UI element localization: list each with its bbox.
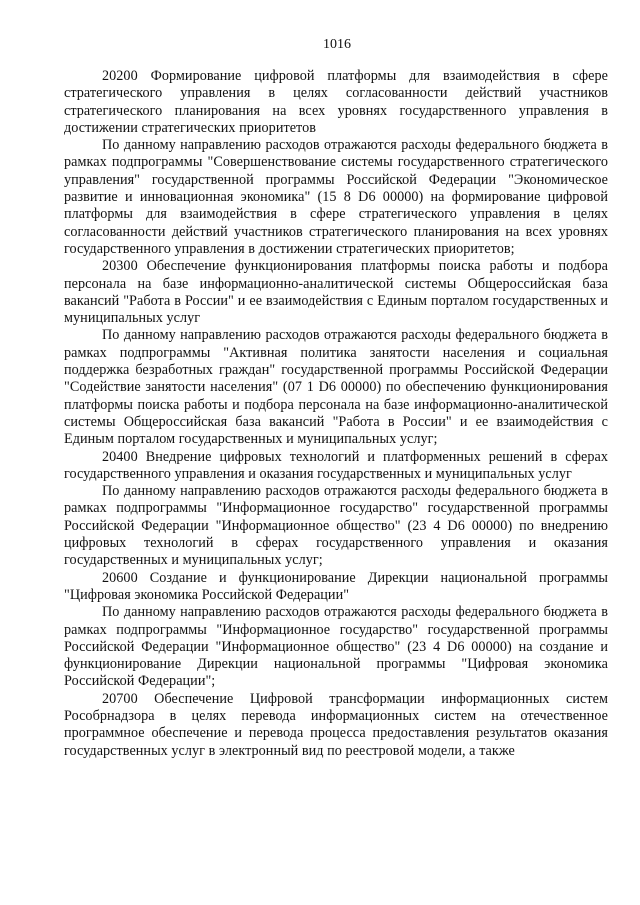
paragraph-20600-description: По данному направлению расходов отражаются расходы федерального бюджета в рамках подпрограммы "Информационное государство" государственной программы Российской Федерации "Информационное общество" (23 4 D6 00000) на создание и функционирование Дирекции национальной программы "Цифровая экономика Российской Федерации"; (64, 604, 608, 690)
paragraph-20200-description: По данному направлению расходов отражаются расходы федерального бюджета в рамках подпрограммы "Совершенствование системы государственного стратегического управления" государственной программы Российской Федерации "Экономическое развитие и инновационная экономика" (15 8 D6 00000) на формирование цифровой платформы для взаимодействия в сфере стратегического управления в целях согласованности действий участников стратегического планирования на всех уровнях государственного управления в достижении стратегических приоритетов; (64, 137, 608, 257)
paragraph-20300-heading: 20300 Обеспечение функционирования платформы поиска работы и подбора персонала на базе информационно-аналитической системы Общероссийская база вакансий "Работа в России" и ее взаимодействия с Единым порталом государственных и муниципальных услуг (64, 258, 608, 327)
paragraph-20400-description: По данному направлению расходов отражаются расходы федерального бюджета в рамках подпрограммы "Информационное государство" государственной программы Российской Федерации "Информационное общество" (23 4 D6 00000) по внедрению цифровых технологий в сферах государственного управления и оказания государственных и муниципальных услуг; (64, 483, 608, 569)
paragraph-20300-description: По данному направлению расходов отражаются расходы федерального бюджета в рамках подпрограммы "Активная политика занятости населения и социальная поддержка безработных граждан" государственной программы Российской Федерации "Содействие занятости населения" (07 1 D6 00000) по обеспечению функционирования платформы поиска работы и подбора персонала на базе информационно-аналитической системы Общероссийская база вакансий "Работа в России" и ее взаимодействия с Единым порталом государственных и муниципальных услуг; (64, 327, 608, 448)
page-number: 1016 (323, 37, 351, 52)
paragraph-20600-heading: 20600 Создание и функционирование Дирекции национальной программы "Цифровая экономика Российской Федерации" (64, 569, 608, 603)
paragraph-20400-heading: 20400 Внедрение цифровых технологий и платформенных решений в сферах государственного управления и оказания государственных и муниципальных услуг (64, 448, 608, 482)
paragraph-20200-heading: 20200 Формирование цифровой платформы для взаимодействия в сфере стратегического управления в целях согласованности действий участников стратегического планирования на всех уровнях государственного управления в достижении стратегических приоритетов (64, 68, 608, 136)
paragraph-20700-heading: 20700 Обеспечение Цифровой трансформации информационных систем Рособрнадзора в целях перевода информационных систем на отечественное программное обеспечение и перевода процесса предоставления результатов оказания государственных услуг в электронный вид по реестровой модели, а также (64, 690, 608, 759)
